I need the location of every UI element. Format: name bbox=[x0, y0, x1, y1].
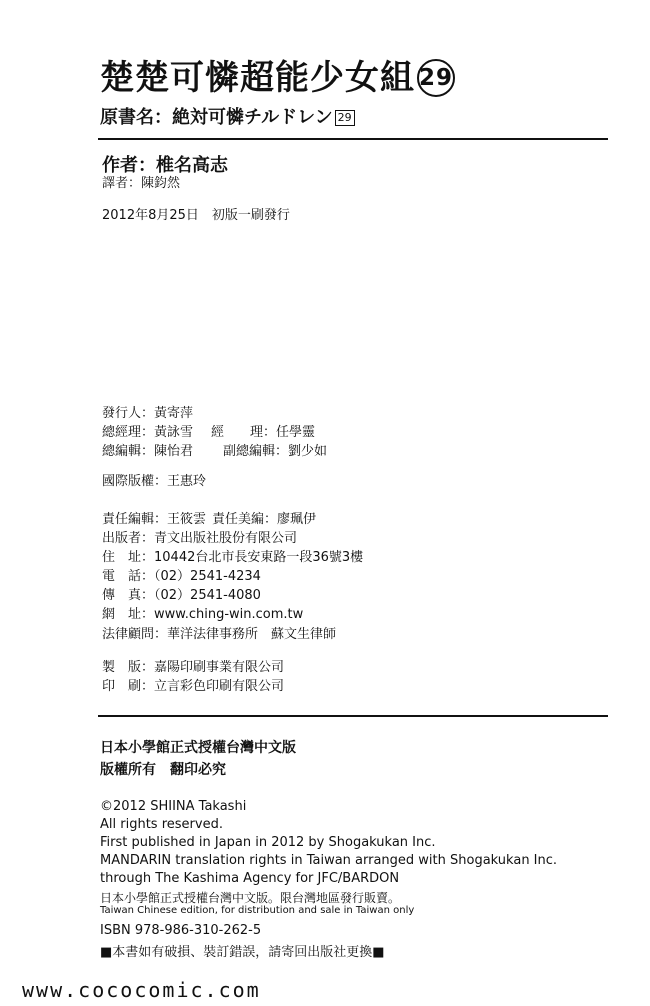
copyright-line: through The Kashima Agency for JFC/BARDON bbox=[100, 871, 400, 886]
copyright-block bbox=[100, 798, 557, 888]
original-title-label: 原書名： bbox=[100, 107, 172, 128]
printing: 印 刷：立言彩色印刷有限公司 bbox=[102, 679, 285, 694]
publisher-block bbox=[102, 510, 363, 624]
copyright-line: MANDARIN translation rights in Taiwan arranged with Shogakukan Inc. bbox=[100, 853, 558, 868]
damage-notice: ■本書如有破損、裝訂錯誤，請寄回出版社更換■ bbox=[100, 945, 385, 960]
address: 住 址：10442台北市長安東路一段36號3樓 bbox=[102, 550, 364, 565]
isbn: ISBN 978-986-310-262-5 bbox=[100, 923, 262, 938]
manager: 經 理：任學靈 bbox=[211, 425, 316, 440]
publisher-person: 發行人：黃寄萍 bbox=[102, 406, 194, 421]
distribution-en: Taiwan Chinese edition, for distribution and sale in Taiwan only bbox=[100, 905, 415, 916]
staff-row bbox=[102, 510, 363, 529]
copyright-line: First published in Japan in 2012 by Shogakukan Inc. bbox=[100, 835, 436, 850]
divider-bottom bbox=[98, 715, 608, 717]
staff-block bbox=[102, 404, 327, 461]
chief-editor: 總編輯：陳怡君 bbox=[102, 444, 194, 459]
art-editor: 責任美編：廖珮伊 bbox=[212, 512, 317, 527]
divider-top bbox=[98, 138, 608, 140]
translator-line: 譯者：陳鈞然 bbox=[102, 176, 181, 191]
book-title bbox=[100, 50, 455, 99]
fax: 傳 真：（02）2541-4080 bbox=[102, 588, 261, 603]
plate-making: 製 版：嘉陽印刷事業有限公司 bbox=[102, 660, 285, 675]
staff-row bbox=[102, 442, 327, 461]
original-title bbox=[100, 103, 355, 129]
intl-rights: 國際版權：王惠玲 bbox=[102, 474, 207, 489]
original-title-text: 絶対可憐チルドレン bbox=[172, 107, 333, 128]
volume-number: 29 bbox=[417, 59, 455, 97]
website: 網 址：www.ching-win.com.tw bbox=[102, 607, 304, 622]
edition-line: 2012年8月25日 初版一刷發行 bbox=[102, 208, 290, 223]
author-line: 作者：椎名高志 bbox=[102, 155, 228, 176]
staff-row bbox=[102, 423, 327, 442]
original-volume: 29 bbox=[335, 110, 355, 126]
publisher-name: 出版者：青文出版社股份有限公司 bbox=[102, 531, 298, 546]
deputy-editor: 副總編輯：劉少如 bbox=[223, 444, 328, 459]
copyright-line: ©2012 SHIINA Takashi bbox=[100, 799, 247, 814]
watermark: www.cococomic.com bbox=[22, 978, 261, 1002]
legal-counsel: 法律顧問：華洋法律事務所 蘇文生律師 bbox=[102, 627, 337, 642]
rights-line: 版權所有 翻印必究 bbox=[100, 762, 226, 778]
distribution-cn: 日本小學館正式授權台灣中文版。限台灣地區發行販賣。 bbox=[100, 891, 401, 905]
copyright-line: All rights reserved. bbox=[100, 817, 223, 832]
printing-block bbox=[102, 658, 284, 696]
license-line: 日本小學館正式授權台灣中文版 bbox=[100, 740, 296, 756]
book-title-text: 楚楚可憐超能少女組 bbox=[100, 58, 415, 98]
phone: 電 話：（02）2541-4234 bbox=[102, 569, 261, 584]
editor: 責任編輯：王筱雲 bbox=[102, 512, 207, 527]
general-manager: 總經理：黃詠雪 bbox=[102, 425, 194, 440]
